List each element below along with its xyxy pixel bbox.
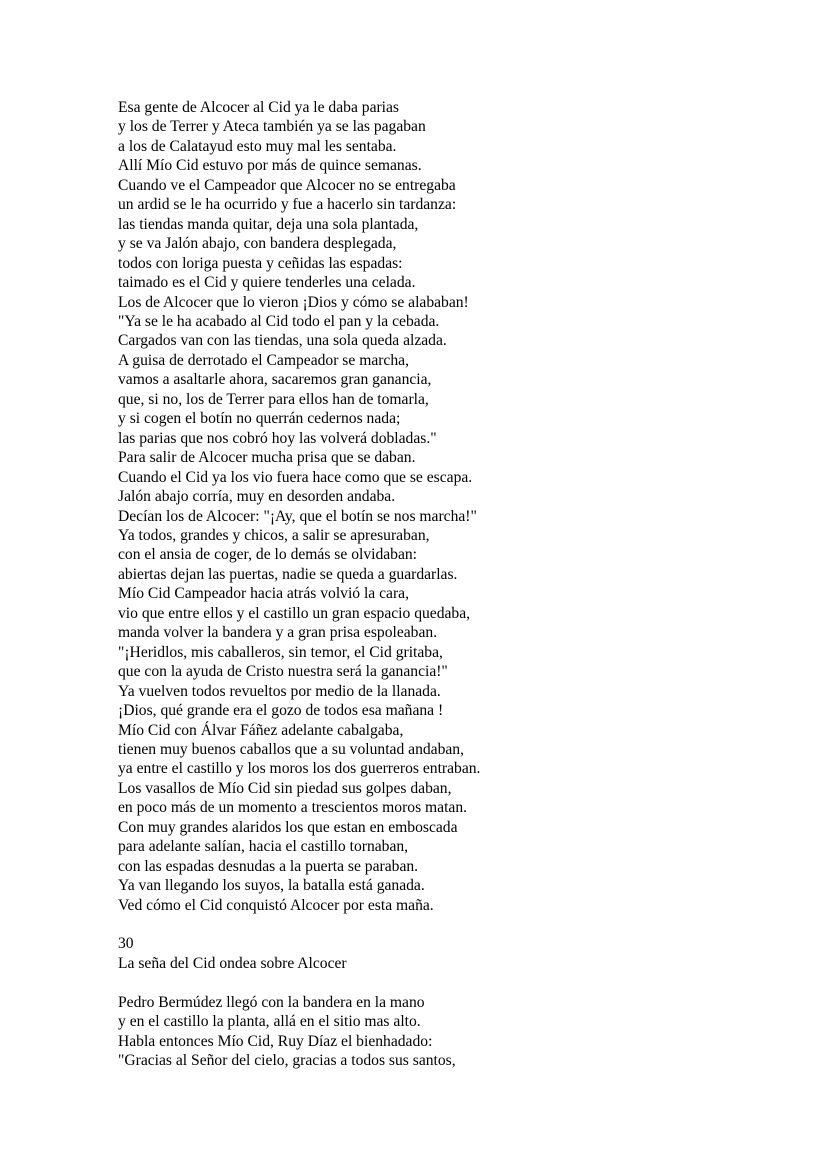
verse-line: Habla entonces Mío Cid, Ruy Díaz el bienhadado: <box>118 1032 433 1050</box>
verse-line: A guisa de derrotado el Campeador se marcha, <box>118 351 409 369</box>
verse-line: Para salir de Alcocer mucha prisa que se daban. <box>118 449 416 467</box>
verse-line: vio que entre ellos y el castillo un gran espacio quedaba, <box>118 604 471 622</box>
verse-line: las parias que nos cobró hoy las volverá dobladas." <box>118 429 437 447</box>
verse-line: Ya van llegando los suyos, la batalla está ganada. <box>118 877 425 895</box>
verse-line: vamos a asaltarle ahora, sacaremos gran ganancia, <box>118 371 432 389</box>
verse-line: Con muy grandes alaridos los que estan en emboscada <box>118 818 458 836</box>
verse-line: ¡Dios, qué grande era el gozo de todos esa mañana ! <box>118 702 444 720</box>
verse-line: Pedro Bermúdez llegó con la bandera en la mano <box>118 993 425 1011</box>
verse-line: que, si no, los de Terrer para ellos han de tomarla, <box>118 390 429 408</box>
verse-line: Ya vuelven todos revueltos por medio de la llanada. <box>118 682 441 700</box>
verse-line: Mío Cid Campeador hacia atrás volvió la cara, <box>118 585 409 603</box>
verse-line: un ardid se le ha ocurrido y fue a hacerlo sin tardanza: <box>118 196 457 214</box>
verse-block-1 <box>118 98 798 915</box>
verse-line: Jalón abajo corría, muy en desorden andaba. <box>118 488 396 506</box>
verse-line: y los de Terrer y Ateca también ya se las pagaban <box>118 118 426 136</box>
verse-line: "Ya se le ha acabado al Cid todo el pan y la cebada. <box>118 312 440 330</box>
blank-line <box>118 973 798 992</box>
verse-line: tienen muy buenos caballos que a su voluntad andaban, <box>118 740 465 758</box>
verse-line: en poco más de un momento a trescientos moros matan. <box>118 799 468 817</box>
document-page <box>118 98 798 1071</box>
blank-line <box>118 915 798 934</box>
verse-line: ya entre el castillo y los moros los dos guerreros entraban. <box>118 760 481 778</box>
verse-line: para adelante salían, hacia el castillo tornaban, <box>118 838 409 856</box>
verse-line: y en el castillo la planta, allá en el sitio mas alto. <box>118 1013 421 1031</box>
verse-line: Los vasallos de Mío Cid sin piedad sus golpes daban, <box>118 779 452 797</box>
verse-line: manda volver la bandera y a gran prisa espoleaban. <box>118 624 438 642</box>
verse-line: y se va Jalón abajo, con bandera desplegada, <box>118 235 397 253</box>
verse-line: Cuando ve el Campeador que Alcocer no se entregaba <box>118 176 456 194</box>
verse-line: Ya todos, grandes y chicos, a salir se apresuraban, <box>118 526 430 544</box>
section-title: La seña del Cid ondea sobre Alcocer <box>118 954 347 972</box>
verse-line: Esa gente de Alcocer al Cid ya le daba parias <box>118 99 399 116</box>
verse-line: taimado es el Cid y quiere tenderles una celada. <box>118 274 416 292</box>
verse-line: con el ansia de coger, de lo demás se olvidaban: <box>118 546 418 564</box>
verse-line: Ved cómo el Cid conquistó Alcocer por esta maña. <box>118 896 434 914</box>
verse-line: Decían los de Alcocer: "¡Ay, que el botín se nos marcha!" <box>118 507 477 525</box>
verse-line: "¡Heridlos, mis caballeros, sin temor, el Cid gritaba, <box>118 643 443 661</box>
verse-line: con las espadas desnudas a la puerta se paraban. <box>118 857 419 875</box>
verse-line: Mío Cid con Álvar Fáñez adelante cabalgaba, <box>118 721 404 739</box>
verse-line: Allí Mío Cid estuvo por más de quince semanas. <box>118 157 422 175</box>
verse-line: a los de Calatayud esto muy mal les sentaba. <box>118 137 397 155</box>
verse-line: y si cogen el botín no querrán cedernos nada; <box>118 410 401 428</box>
verse-line: que con la ayuda de Cristo nuestra será la ganancia!" <box>118 663 448 681</box>
section-number: 30 <box>118 935 134 953</box>
verse-line: todos con loriga puesta y ceñidas las espadas: <box>118 254 403 272</box>
verse-line: las tiendas manda quitar, deja una sola plantada, <box>118 215 419 233</box>
verse-line: Cuando el Cid ya los vio fuera hace como que se escapa. <box>118 468 473 486</box>
verse-line: abiertas dejan las puertas, nadie se queda a guardarlas. <box>118 565 458 583</box>
verse-line: Cargados van con las tiendas, una sola queda alzada. <box>118 332 447 350</box>
verse-line: Los de Alcocer que lo vieron ¡Dios y cómo se alababan! <box>118 293 469 311</box>
verse-line: "Gracias al Señor del cielo, gracias a todos sus santos, <box>118 1052 456 1070</box>
verse-block-2 <box>118 993 798 1071</box>
